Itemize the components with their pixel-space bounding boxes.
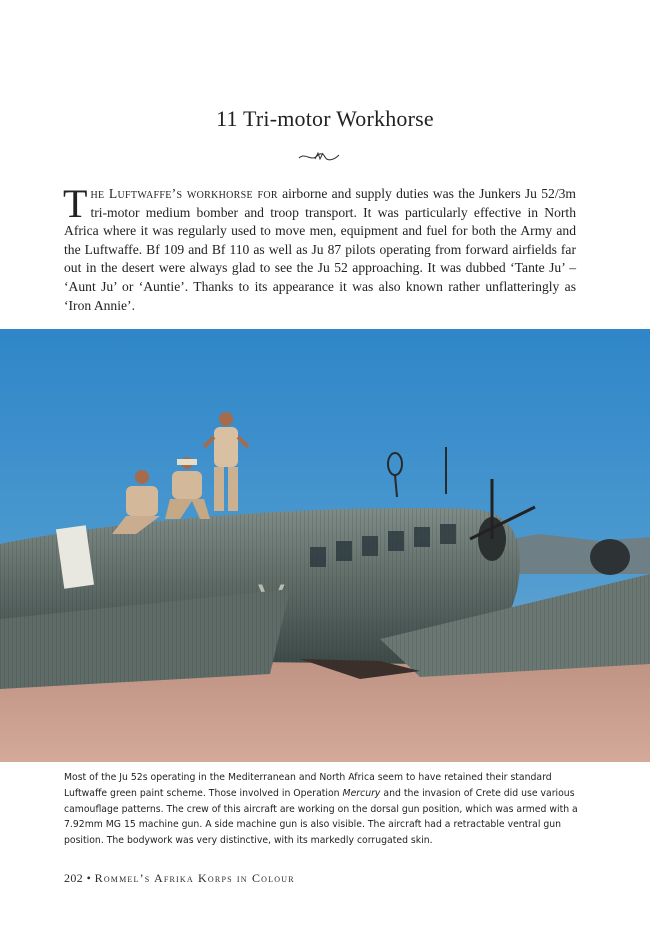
caption-italic: Mercury — [342, 787, 381, 799]
page-number: 202 — [64, 871, 84, 885]
drop-cap: T — [63, 181, 88, 226]
intro-text: airborne and supply duties was the Junkers Ju 52/3m tri-motor medium bomber and troop transport. It was particularly effective in North Africa where it was regularly used to move men, equipment and fuel for both the Army and the Luftwaffe. Bf 109 and Bf 110 as well as Ju 87 pilots operating from forward airfields far out in the desert were always glad to see the Ju 52 approaching. It was dubbed ‘Tante Ju’ – ‘Aunt Ju’ or ‘Auntie’. Thanks to its appearance it was also known rather unflatteringly as ‘Iron Annie’. — [64, 186, 576, 313]
photo-caption — [64, 770, 584, 849]
chapter-title: 11 Tri-motor Workhorse — [216, 106, 434, 131]
ju52-photo — [0, 329, 650, 762]
caption-part-2: and the invasion of Crete did use various camouflage patterns. The crew of this aircraft are working on the dorsal gun position, which was armed with a 7.92mm MG 15 machine gun. A side machine gun is also visible. The aircraft had a retractable ventral gun position. The bodywork was very distinctive, with its markedly corrugated skin. — [64, 787, 578, 847]
book-title: Rommel’s Afrika Korps in Colour — [94, 871, 295, 885]
footer-separator: • — [86, 871, 92, 885]
intro-lead: he Luftwaffe’s workhorse for — [90, 186, 278, 201]
ornament-icon — [297, 150, 341, 164]
caption-part-1: Most of the Ju 52s operating in the Mediterranean and North Africa seem to have retained their standard Luftwaffe green paint scheme. Those involved in Operation — [64, 772, 552, 799]
intro-paragraph — [63, 181, 576, 315]
page-footer — [64, 871, 295, 886]
